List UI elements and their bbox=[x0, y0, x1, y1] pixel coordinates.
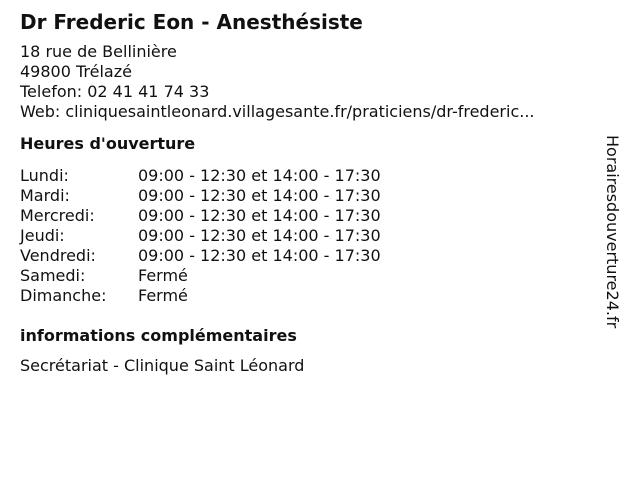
website-link[interactable]: Web: cliniquesaintleonard.villagesante.fr/praticiens/dr-frederic... bbox=[20, 102, 535, 121]
opening-hours-table bbox=[20, 166, 600, 306]
additional-info-text: Secrétariat - Clinique Saint Léonard bbox=[20, 356, 305, 375]
day-label: Jeudi: bbox=[20, 226, 65, 245]
hours-value: Fermé bbox=[138, 266, 188, 285]
hours-value: 09:00 - 12:30 et 14:00 - 17:30 bbox=[138, 246, 381, 265]
hours-row-tuesday bbox=[20, 186, 600, 206]
hours-value: 09:00 - 12:30 et 14:00 - 17:30 bbox=[138, 226, 381, 245]
site-watermark: Horairesdouverture24.fr bbox=[603, 135, 622, 329]
day-label: Mercredi: bbox=[20, 206, 95, 225]
street-address: 18 rue de Bellinière bbox=[20, 42, 177, 61]
hours-row-saturday bbox=[20, 266, 600, 286]
day-label: Dimanche: bbox=[20, 286, 107, 305]
additional-info-heading: informations complémentaires bbox=[20, 326, 297, 345]
city-postal: 49800 Trélazé bbox=[20, 62, 132, 81]
phone-number: Telefon: 02 41 41 74 33 bbox=[20, 82, 210, 101]
hours-row-friday bbox=[20, 246, 600, 266]
hours-value: 09:00 - 12:30 et 14:00 - 17:30 bbox=[138, 166, 381, 185]
hours-value: Fermé bbox=[138, 286, 188, 305]
hours-row-monday bbox=[20, 166, 600, 186]
page-title: Dr Frederic Eon - Anesthésiste bbox=[20, 10, 363, 34]
address-block bbox=[20, 42, 600, 122]
hours-row-thursday bbox=[20, 226, 600, 246]
hours-row-sunday bbox=[20, 286, 600, 306]
hours-row-wednesday bbox=[20, 206, 600, 226]
day-label: Mardi: bbox=[20, 186, 70, 205]
hours-value: 09:00 - 12:30 et 14:00 - 17:30 bbox=[138, 206, 381, 225]
listing-card bbox=[20, 10, 600, 376]
hours-value: 09:00 - 12:30 et 14:00 - 17:30 bbox=[138, 186, 381, 205]
day-label: Samedi: bbox=[20, 266, 86, 285]
opening-hours-heading: Heures d'ouverture bbox=[20, 134, 196, 153]
day-label: Lundi: bbox=[20, 166, 69, 185]
day-label: Vendredi: bbox=[20, 246, 96, 265]
